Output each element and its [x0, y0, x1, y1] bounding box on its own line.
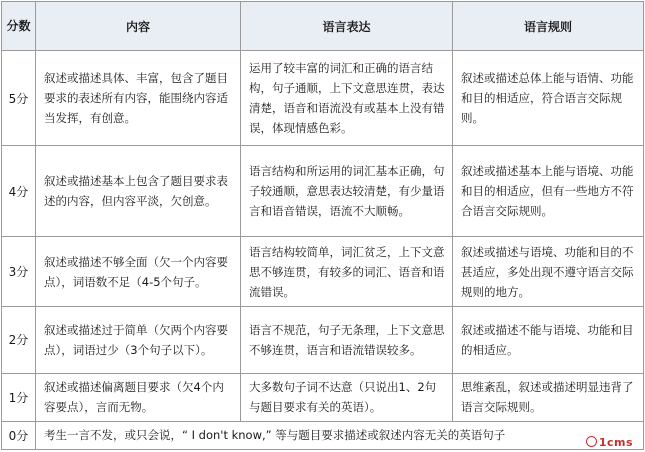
score-cell: 0分	[2, 421, 36, 449]
logo-icon	[586, 436, 597, 447]
score-cell: 2分	[2, 307, 36, 373]
header-rules: 语言规则	[453, 2, 644, 51]
content-cell: 叙述或描述具体、丰富，包含了题目要求的表述所有内容，能围绕内容适当发挥，有创意。	[36, 51, 241, 146]
expression-cell: 运用了较丰富的词汇和正确的语言结构，句子通顺，上下文意思连贯，表达清楚，语音和语流没有或基本上没有错误，体现情感色彩。	[241, 51, 453, 146]
rules-cell: 叙述或描述不能与语境、功能和目的相适应。	[453, 307, 644, 373]
score-cell: 4分	[2, 146, 36, 236]
score-cell: 3分	[2, 236, 36, 306]
expression-cell: 语言结构和所运用的词汇基本正确，句子较通顺，意思表达较清楚，有少量语言和语音错误，语流不大顺畅。	[241, 146, 453, 236]
table-row	[2, 421, 644, 449]
scoring-rubric-table	[1, 1, 644, 450]
content-cell: 叙述或描述过于简单（欠两个内容要点），词语过少（3个句子以下）。	[36, 307, 241, 373]
zero-score-description: 考生一言不发，或只会说，“ I don't know,” 等与题目要求描述或叙述内容无关的英语句子	[36, 421, 644, 449]
rules-cell: 叙述或描述与语境、功能和目的不甚适应，多处出现不遵守语言交际规则的地方。	[453, 236, 644, 306]
table-row	[2, 307, 644, 373]
expression-cell: 语言结构较简单，词汇贫乏，上下文意思不够连贯，有较多的词汇、语音和语流错误。	[241, 236, 453, 306]
table-row	[2, 373, 644, 421]
header-expression: 语言表达	[241, 2, 453, 51]
watermark-text: 1cms	[598, 436, 633, 449]
header-content: 内容	[36, 2, 241, 51]
score-cell: 5分	[2, 51, 36, 146]
rules-cell: 叙述或描述总体上能与语情、功能和目的相适应，符合语言交际规则。	[453, 51, 644, 146]
rules-cell: 叙述或描述基本上能与语境、功能和目的相适应，但有一些地方不符合语言交际规则。	[453, 146, 644, 236]
content-cell: 叙述或描述基本上包含了题目要求表述的内容，但内容平淡，欠创意。	[36, 146, 241, 236]
table-row	[2, 146, 644, 236]
score-cell: 1分	[2, 373, 36, 421]
content-cell: 叙述或描述偏离题目要求（欠4个内容要点），言而无物。	[36, 373, 241, 421]
content-cell: 叙述或描述不够全面（欠一个内容要点），词语数不足（4-5个句子。	[36, 236, 241, 306]
rules-cell: 思维紊乱，叙述或描述明显违背了语言交际规则。	[453, 373, 644, 421]
header-score: 分数	[2, 2, 36, 51]
watermark	[586, 436, 633, 449]
table-row	[2, 236, 644, 306]
header-row	[2, 2, 644, 51]
table-row	[2, 51, 644, 146]
expression-cell: 大多数句子词不达意（只说出1、2句与题目要求有关的英语）。	[241, 373, 453, 421]
expression-cell: 语言不规范，句子无条理，上下文意思不够连贯，语言和语流错误较多。	[241, 307, 453, 373]
